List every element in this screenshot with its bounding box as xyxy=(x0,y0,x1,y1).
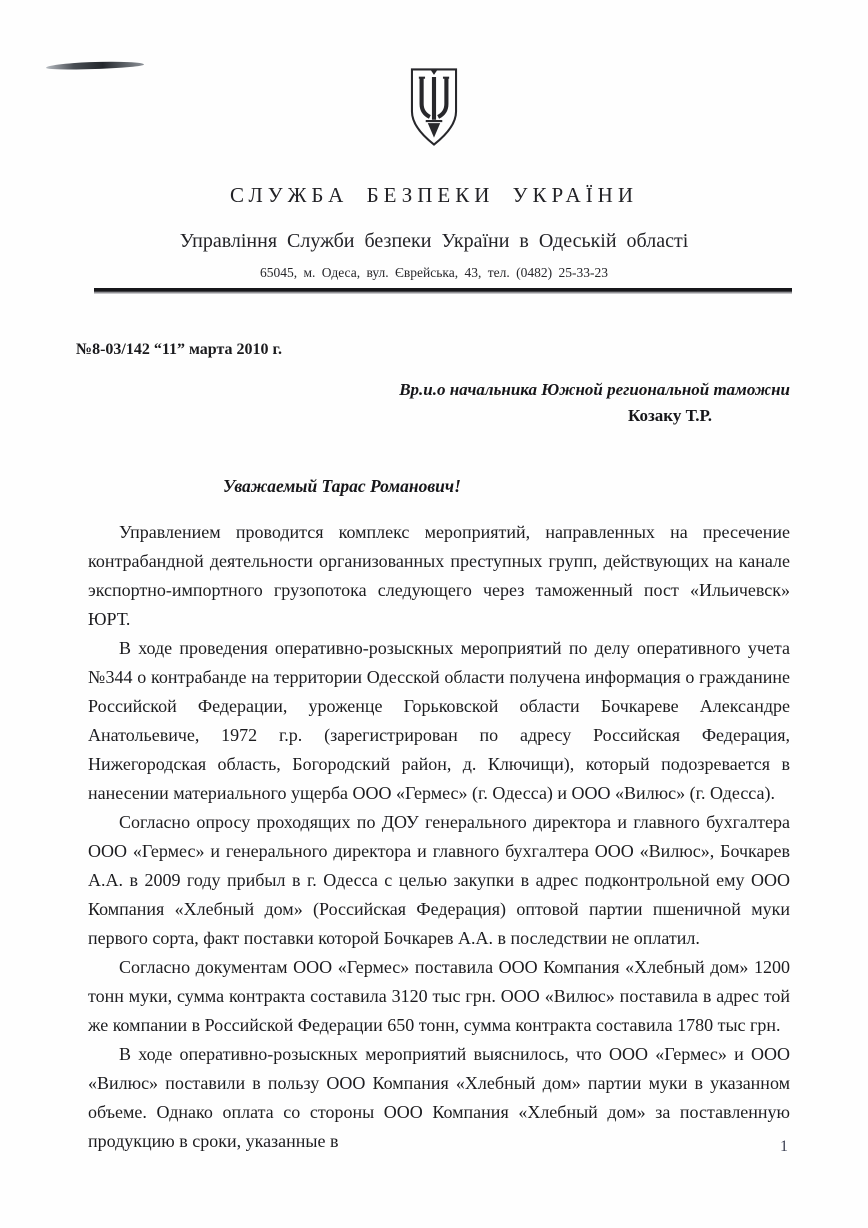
org-name: СЛУЖБА БЕЗПЕКИ УКРАЇНИ xyxy=(229,183,639,207)
salutation: Уважаемый Тарас Романович! xyxy=(223,475,461,496)
letterhead-emblem xyxy=(0,0,868,157)
org-address: 65045, м. Одеса, вул. Єврейська, 43, тел. (0482) 25-33-23 xyxy=(260,265,608,280)
addressee-block xyxy=(76,377,790,430)
body-paragraph: В ходе оперативно-розыскных мероприятий выяснилось, что ООО «Гермес» и ООО «Вилюс» поставили в пользу ООО Компания «Хлебный дом» партии муки в указанном объеме. Однако оплата со стороны ООО Компания «Хлебный дом» за поставленную продукцию в сроки, указанные в xyxy=(88,1043,790,1151)
addressee-position: Вр.и.о начальника Южной региональной таможни xyxy=(399,380,790,399)
ukraine-trident-emblem-icon xyxy=(403,139,465,156)
org-department: Управління Служби безпеки України в Одеській області xyxy=(179,230,689,252)
body-paragraph: Согласно опросу проходящих по ДОУ генерального директора и главного бухгалтера ООО «Гермес» и генерального директора и главного бухгалтера ООО «Вилюс», Бочкарев А.А. в 2009 году прибыл в г. Одесса с целью закупки в адрес подконтрольной ему ООО Компания «Хлебный дом» (Российская Федерация) оптовой партии пшеничной муки первого сорта, факт поставки которой Бочкарев А.А. в последствии не оплатил. xyxy=(88,811,790,948)
letter-body xyxy=(88,518,790,1156)
reference-number-and-date: №8-03/142 “11” марта 2010 г. xyxy=(76,341,282,358)
body-paragraph: Управлением проводится комплекс мероприятий, направленных на пресечение контрабандной деятельности организованных преступных групп, действующих на канале экспортно-импортного грузопотока следующего через таможенный пост «Ильичевск» ЮРТ. xyxy=(88,521,790,629)
body-paragraph: Согласно документам ООО «Гермес» поставила ООО Компания «Хлебный дом» 1200 тонн муки, сумма контракта составила 3120 тыс грн. ООО «Вилюс» поставила в адрес той же компании в Российской Федерации 650 тонн, сумма контракта составила 1780 тыс грн. xyxy=(88,956,790,1035)
page-number: 1 xyxy=(780,1138,788,1155)
addressee-name: Козаку Т.Р. xyxy=(627,406,712,426)
body-paragraph: В ходе проведения оперативно-розыскных мероприятий по делу оперативного учета №344 о контрабанде на территории Одесской области получена информация о гражданине Российской Федерации, уроженце Горьковской области Бочкареве Александре Анатольевиче, 1972 г.р. (зарегистрирован по адресу Российская Федерация, Нижегородская область, Богородский район, д. Ключищи), который подозревается в нанесении материального ущерба ООО «Гермес» (г. Одесса) и ООО «Вилюс» (г. Одесса). xyxy=(88,637,790,803)
letterhead-divider xyxy=(94,288,792,294)
